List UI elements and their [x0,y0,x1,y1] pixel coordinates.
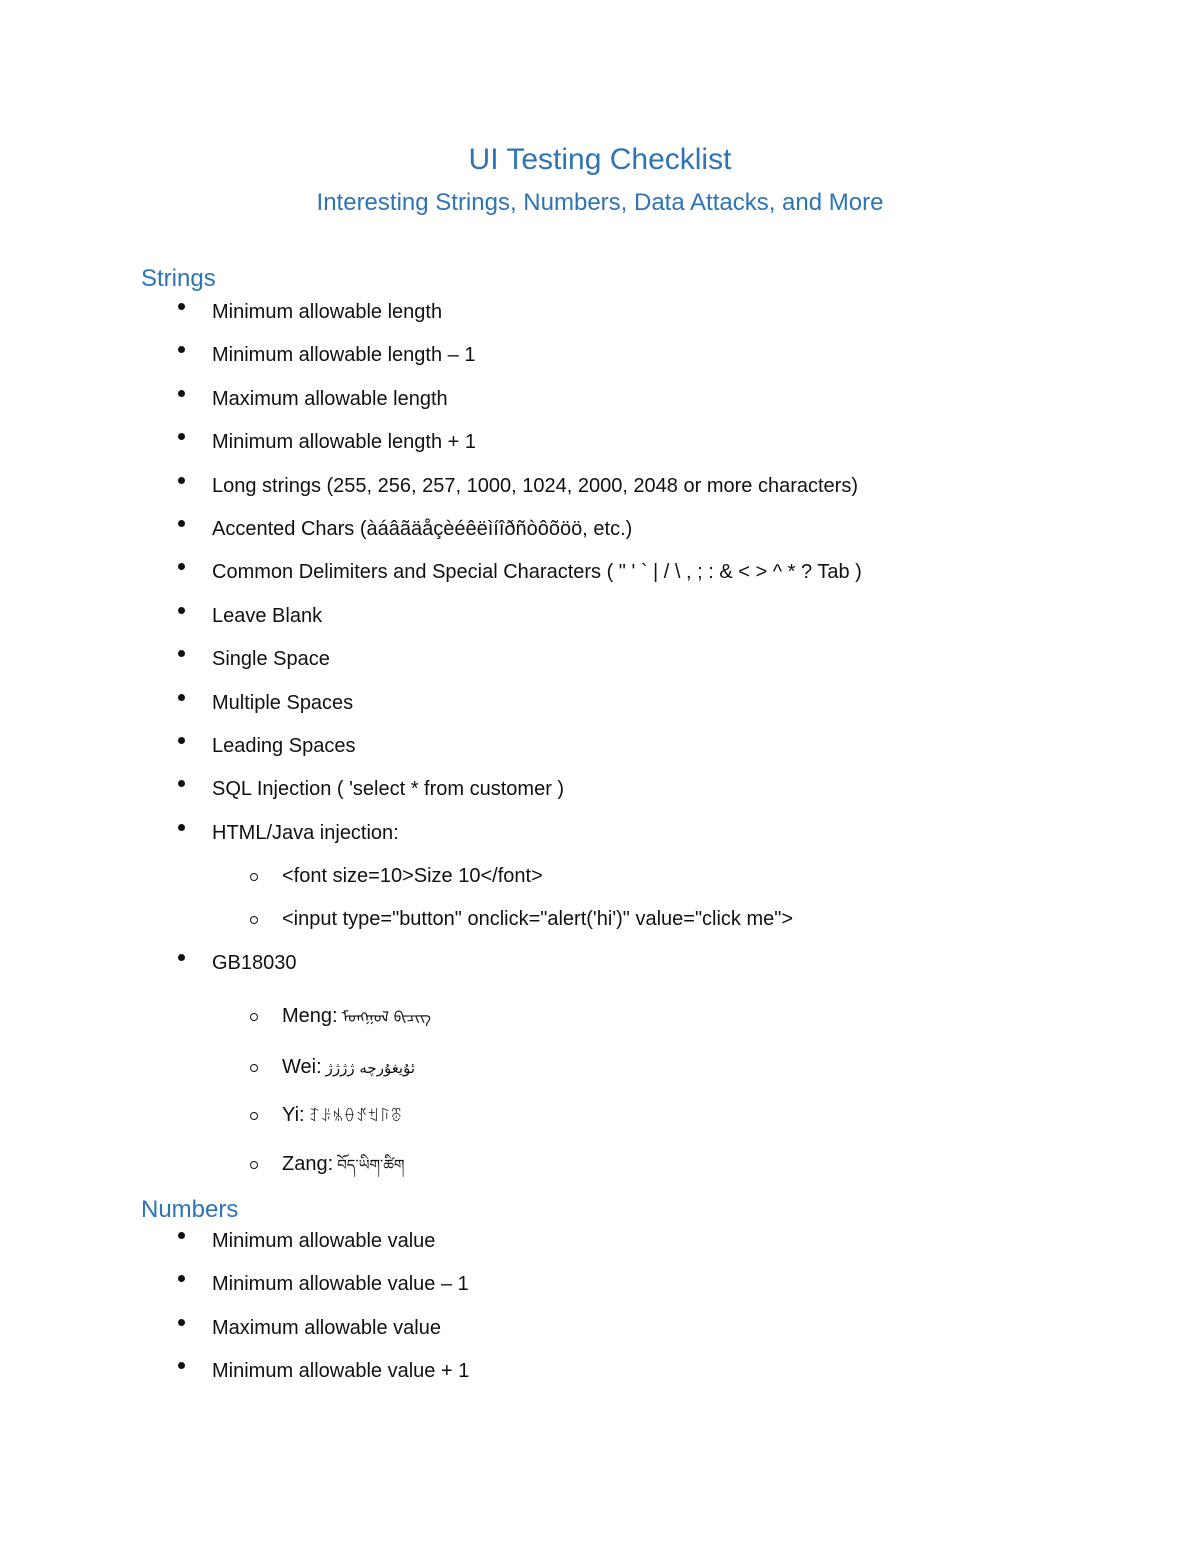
bullet-icon [178,477,185,484]
strings-list [0,299,1200,1191]
circle-bullet-icon [250,1161,258,1169]
list-item: Minimum allowable value – 1 [0,1271,1200,1314]
bullet-icon [178,607,185,614]
bullet-icon [178,954,185,961]
sub-list-item: <font size=10>Size 10</font> [0,863,1200,906]
list-item: Minimum allowable length + 1 [0,429,1200,472]
list-item: Minimum allowable length [0,299,1200,342]
list-item: GB18030 [0,950,1200,1003]
numbers-heading: Numbers [141,1196,239,1223]
bullet-icon [178,433,185,440]
circle-bullet-icon [250,1112,258,1120]
bullet-icon [178,390,185,397]
list-item: Minimum allowable length – 1 [0,342,1200,385]
circle-bullet-icon [250,1013,258,1021]
bullet-icon [178,346,185,353]
list-item: Minimum allowable value [0,1228,1200,1271]
bullet-icon [178,1362,185,1369]
strings-heading: Strings [141,265,216,292]
list-item: Leave Blank [0,603,1200,646]
sub-list-item: Yi: ꆈꌠꁱꂷꀋꉬꑍꁨ [0,1102,1200,1151]
bullet-icon [178,694,185,701]
numbers-list [0,1228,1200,1402]
list-item: Single Space [0,646,1200,689]
list-item: SQL Injection ( 'select * from customer ) [0,776,1200,819]
bullet-icon [178,1232,185,1239]
list-item: Maximum allowable value [0,1315,1200,1358]
list-item: Leading Spaces [0,733,1200,776]
bullet-icon [178,303,185,310]
circle-bullet-icon [250,916,258,924]
list-item: HTML/Java injection: [0,820,1200,863]
list-item: Maximum allowable length [0,386,1200,429]
circle-bullet-icon [250,873,258,881]
bullet-icon [178,563,185,570]
list-item: Multiple Spaces [0,690,1200,733]
sub-list-item: Zang: བོད་ཡིག་ཚིག [0,1151,1200,1191]
bullet-icon [178,737,185,744]
list-item: Common Delimiters and Special Characters ( " ' ` | / \ , ; : & < > ^ * ? Tab ) [0,559,1200,602]
sub-list-item: Meng: ᠮᠣᠩᠭᠣᠯ ᠪᠢᠴᠢᠭ [0,1003,1200,1054]
bullet-icon [178,1275,185,1282]
bullet-icon [178,780,185,787]
bullet-icon [178,824,185,831]
list-item: Long strings (255, 256, 257, 1000, 1024, 2000, 2048 or more characters) [0,473,1200,516]
document-subtitle: Interesting Strings, Numbers, Data Attacks, and More [316,189,884,216]
sub-list-item: Wei: ئۇيغۇرچە ژژژژ [0,1054,1200,1102]
list-item: Accented Chars (àáâãäåçèéêëìíîðñòôõöö, etc.) [0,516,1200,559]
bullet-icon [178,520,185,527]
document-title: UI Testing Checklist [468,143,732,176]
bullet-icon [178,650,185,657]
list-item: Minimum allowable value + 1 [0,1358,1200,1401]
sub-list-item: <input type="button" onclick="alert('hi')" value="click me"> [0,906,1200,949]
bullet-icon [178,1319,185,1326]
circle-bullet-icon [250,1064,258,1072]
